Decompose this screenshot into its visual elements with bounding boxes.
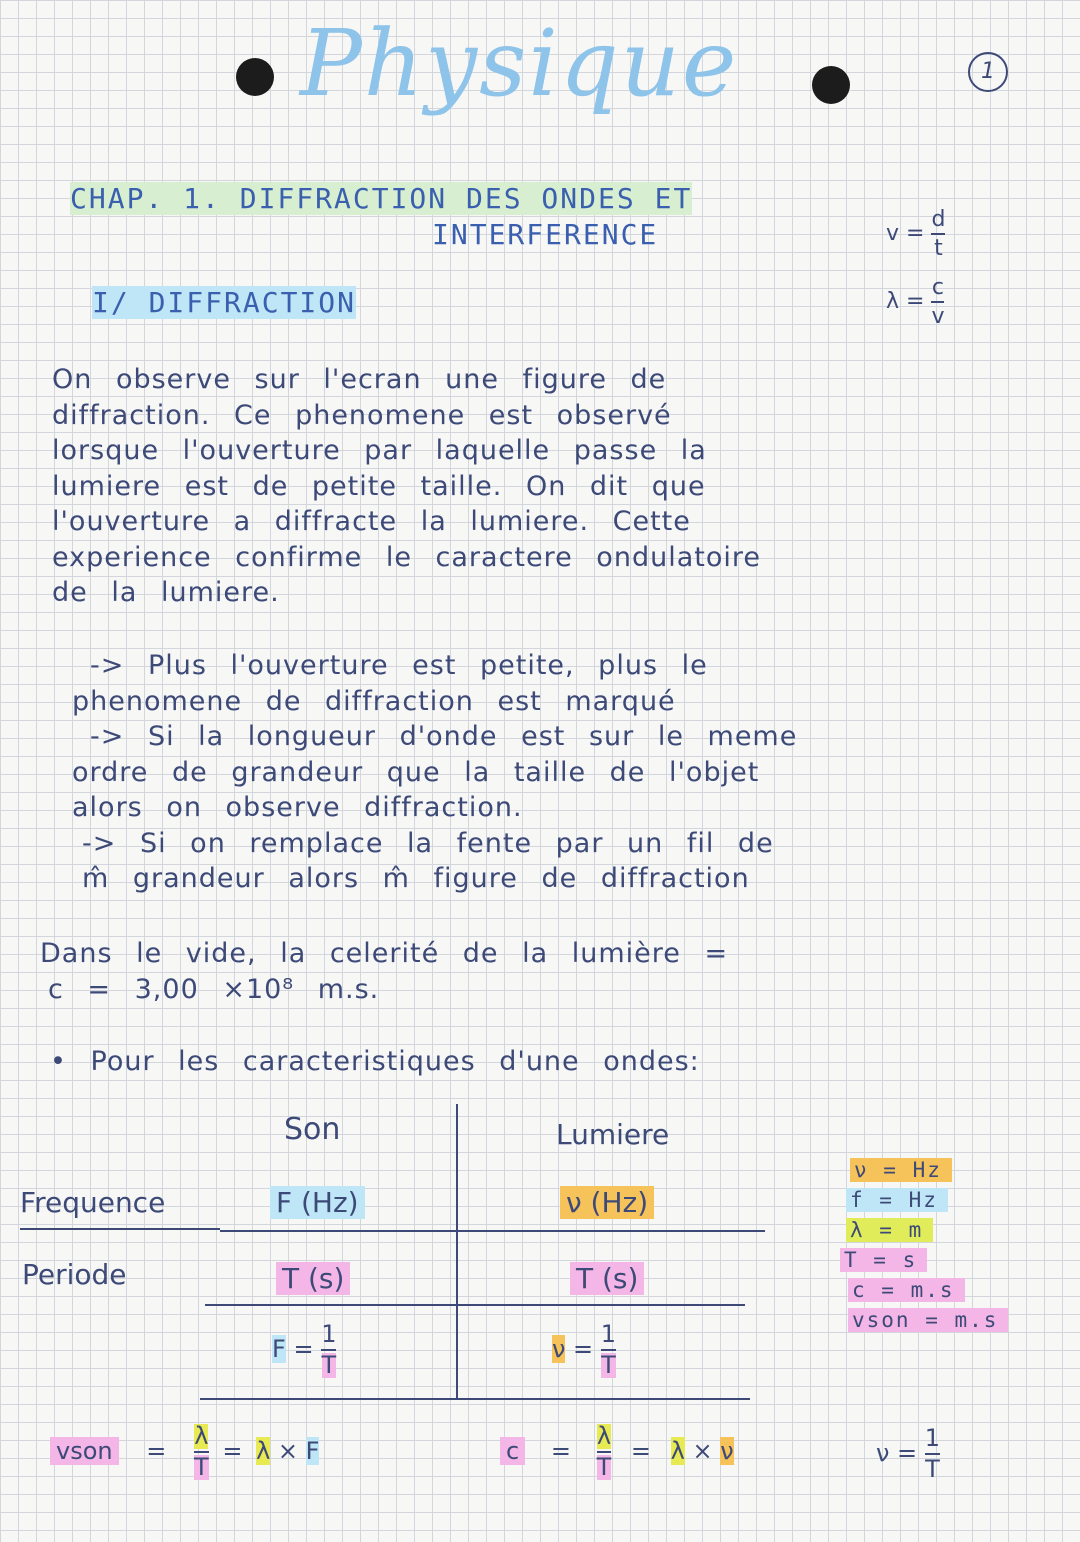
table-line-row2 [205, 1304, 745, 1306]
lumiere-period-cell [570, 1262, 644, 1295]
legend-nu: ν = Hz [850, 1158, 952, 1182]
formula-velocity [886, 208, 945, 260]
vson-fraction [194, 1424, 209, 1480]
lumiere-frequency-cell [560, 1186, 654, 1219]
lumiere-period-value: T (s) [570, 1262, 644, 1295]
nu-lhs: ν = [876, 1439, 918, 1468]
bullet-line: -> Plus l'ouverture est petite, plus le [90, 650, 708, 681]
section-title-text: I/ DIFFRACTION [92, 286, 357, 319]
lumiere-relation-den: T [601, 1351, 616, 1380]
legend-vson: vson = m.s [848, 1308, 1008, 1332]
units-legend [838, 1158, 1008, 1332]
c-fraction [597, 1424, 612, 1480]
vson-times: × [277, 1437, 299, 1466]
lumiere-relation [552, 1322, 616, 1378]
table-header-lumiere: Lumiere [556, 1118, 670, 1151]
page-title: Physique [300, 10, 739, 117]
son-frequency-value: F (Hz) [270, 1186, 365, 1219]
lumiere-relation-lhs: ν [552, 1335, 566, 1364]
vson-label: vson [50, 1437, 119, 1465]
paragraph-line: lumiere est de petite taille. On dit que [52, 470, 706, 502]
formula-wavelength-lhs: λ = [886, 289, 925, 315]
legend-c: c = m.s [848, 1278, 965, 1302]
legend-T: T = s [840, 1248, 927, 1272]
binder-hole-right [812, 66, 850, 104]
formula-velocity-den: t [934, 236, 943, 262]
vson-f: F [305, 1437, 320, 1466]
lumiere-relation-fraction [601, 1322, 616, 1378]
son-relation-fraction [321, 1322, 336, 1378]
lumiere-frequency-value: ν (Hz) [560, 1186, 654, 1219]
son-period-value: T (s) [276, 1262, 350, 1295]
son-frequency-cell [270, 1186, 365, 1219]
section-title [92, 286, 356, 319]
chapter-heading-text: CHAP. 1. DIFFRACTION DES ONDES ET [70, 182, 693, 215]
legend-f: f = Hz [846, 1188, 948, 1212]
table-line-frequence [20, 1228, 220, 1230]
bottom-formula-nu [876, 1426, 940, 1482]
characteristics-line: • Pour les caracteristiques d'une ondes: [50, 1046, 700, 1077]
page-number: 1 [968, 52, 1008, 92]
vson-eq: = [146, 1437, 167, 1466]
paragraph-line: diffraction. Ce phenomene est observé [52, 399, 672, 431]
son-relation-lhs: F [272, 1335, 286, 1364]
row-label-frequence: Frequence [20, 1186, 166, 1219]
diffraction-paragraph [52, 362, 1042, 611]
vacuum-celerity [40, 936, 1030, 1007]
formula-wavelength-fraction [931, 276, 944, 328]
bullet-line: -> Si la longueur d'onde est sur le meme [90, 721, 798, 752]
c-times: × [692, 1437, 713, 1466]
c-label: c [500, 1437, 525, 1465]
nu-fraction-den: T [925, 1455, 940, 1484]
lumiere-relation-eq: = [573, 1335, 594, 1364]
bullet-line: ordre de grandeur que la taille de l'objet [72, 756, 760, 788]
nu-fraction [925, 1426, 940, 1482]
vson-fraction-num: λ [194, 1422, 209, 1450]
diffraction-bullets [72, 648, 1042, 897]
legend-lambda: λ = m [846, 1218, 933, 1242]
c-nu: ν [720, 1437, 734, 1466]
formula-wavelength-den: v [931, 304, 945, 330]
son-relation [272, 1322, 336, 1378]
chapter-heading-line2: INTERFERENCE [432, 218, 659, 251]
chapter-heading-line1 [70, 182, 692, 215]
table-header-son: Son [284, 1112, 341, 1147]
bottom-formula-son [50, 1424, 319, 1480]
son-period-cell [276, 1262, 350, 1295]
row-label-periode: Periode [22, 1258, 127, 1291]
bullet-line: -> Si on remplace la fente par un fil de [82, 827, 774, 859]
vacuum-line2: c = 3,00 ×10⁸ m.s. [48, 973, 380, 1005]
bullet-line: phenomene de diffraction est marqué [72, 685, 676, 717]
vson-lambda: λ [256, 1437, 271, 1466]
son-relation-eq: = [293, 1335, 314, 1364]
formula-velocity-lhs: v = [886, 221, 925, 247]
paragraph-line: On observe sur l'ecran une figure de [52, 364, 667, 395]
table-line-row1 [220, 1230, 765, 1232]
vson-eq2: = [222, 1437, 243, 1466]
c-fraction-den: T [596, 1453, 612, 1482]
formula-velocity-num: d [931, 207, 946, 232]
paragraph-line: experience confirme le caractere ondulatoire [52, 541, 761, 573]
binder-hole-left [236, 58, 274, 96]
c-lambda: λ [670, 1437, 685, 1466]
c-eq2: = [630, 1437, 652, 1466]
bottom-formula-light [500, 1424, 734, 1480]
table-line-row3 [200, 1398, 750, 1400]
c-eq: = [550, 1437, 571, 1466]
paragraph-line: de la lumiere. [52, 577, 280, 608]
vson-fraction-den: T [194, 1453, 209, 1482]
c-fraction-num: λ [596, 1422, 612, 1450]
formula-wavelength [886, 276, 944, 328]
paragraph-line: lorsque l'ouverture par laquelle passe la [52, 435, 707, 466]
nu-fraction-num: 1 [924, 1424, 941, 1452]
lumiere-relation-num: 1 [600, 1320, 617, 1348]
formula-velocity-fraction [931, 208, 945, 260]
bullet-line: m̂ grandeur alors m̂ figure de diffraction [82, 863, 750, 894]
vacuum-line1: Dans le vide, la celerité de la lumière = [40, 938, 729, 969]
bullet-line: alors on observe diffraction. [72, 792, 523, 823]
table-vertical-divider [456, 1104, 458, 1400]
son-relation-num: 1 [321, 1320, 337, 1348]
paragraph-line: l'ouverture a diffracte la lumiere. Cette [52, 506, 691, 537]
son-relation-den: T [321, 1351, 337, 1380]
formula-wavelength-num: c [931, 275, 945, 300]
